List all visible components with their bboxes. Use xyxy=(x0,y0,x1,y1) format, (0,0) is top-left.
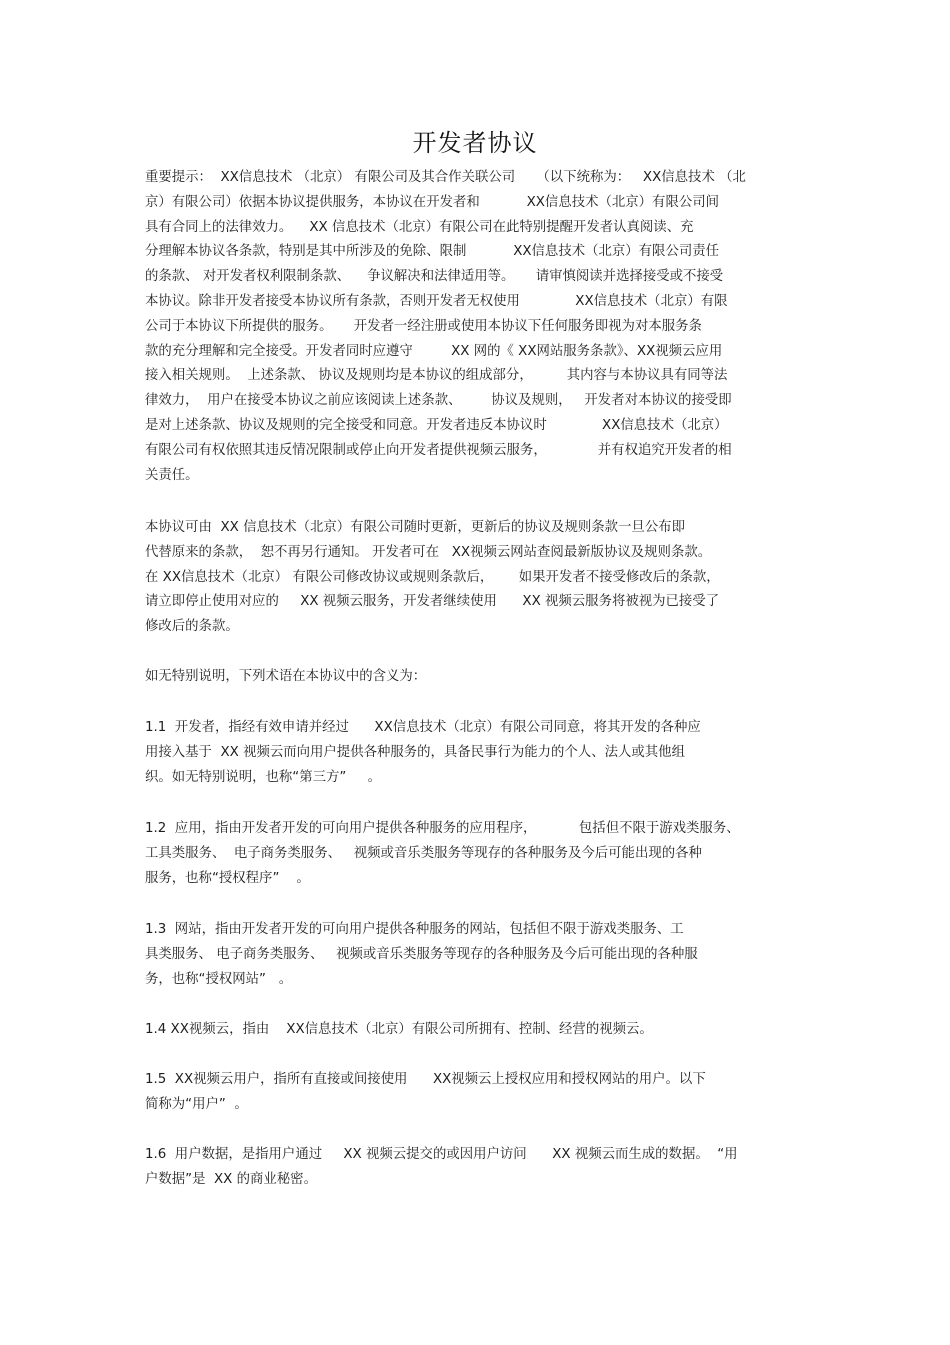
paragraph-9-line: 户数据”是 XX 的商业秘密。 xyxy=(145,1171,317,1187)
paragraph-1-line: 公司于本协议下所提供的服务。 开发者一经注册或使用本协议下任何服务即视为对本服务条 xyxy=(145,318,702,334)
paragraph-8-line: 简称为“用户” 。 xyxy=(145,1096,248,1112)
paragraph-1-line: 是对上述条款、协议及规则的完全接受和同意。开发者违反本协议时 XX信息技术（北京） xyxy=(145,418,728,433)
paragraph-6-line: 1.3 网站，指由开发者开发的可向用户提供各种服务的网站，包括但不限于游戏类服务、工 xyxy=(145,922,684,937)
page-title: 开发者协议 xyxy=(412,129,538,157)
paragraph-1-line: 律效力， 用户在接受本协议之前应该阅读上述条款、 协议及规则， 开发者对本协议的接受即 xyxy=(145,393,732,409)
paragraph-1-line: 本协议。除非开发者接受本协议所有条款，否则开发者无权使用 XX信息技术（北京）有限 xyxy=(145,294,728,309)
paragraph-4-line: 用接入基于 XX 视频云而向用户提供各种服务的，具备民事行为能力的个人、法人或其他组 xyxy=(145,744,685,760)
paragraph-1-line: 关责任。 xyxy=(145,467,199,483)
paragraph-1-line: 分理解本协议各条款，特别是其中所涉及的免除、限制 XX信息技术（北京）有限公司责任 xyxy=(145,244,720,260)
paragraph-2-line: 请立即停止使用对应的 XX 视频云服务，开发者继续使用 XX 视频云服务将被视为已接受了 xyxy=(145,594,720,610)
paragraph-5-line: 服务，也称“授权程序” 。 xyxy=(145,870,310,886)
paragraph-1-line: 接入相关规则。 上述条款、 协议及规则均是本协议的组成部分， 其内容与本协议具有同等法 xyxy=(145,368,728,384)
paragraph-5-line: 工具类服务、 电子商务类服务、 视频或音乐类服务等现存的各种服务及今后可能出现的各种 xyxy=(145,845,702,861)
paragraph-5-line: 1.2 应用，指由开发者开发的可向用户提供各种服务的应用程序， 包括但不限于游戏类服务、 xyxy=(145,821,740,836)
paragraph-1-line: 的条款、 对开发者权利限制条款、 争议解决和法律适用等。 请审慎阅读并选择接受或不接受 xyxy=(145,269,724,285)
paragraph-6-line: 具类服务、 电子商务类服务、 视频或音乐类服务等现存的各种服务及今后可能出现的各种服 xyxy=(145,946,698,962)
paragraph-1-line: 京）有限公司）依据本协议提供服务，本协议在开发者和 XX信息技术（北京）有限公司间 xyxy=(145,194,720,210)
paragraph-9-line: 1.6 用户数据，是指用户通过 XX 视频云提交的或因用户访问 XX 视频云而生成的数据。 “用 xyxy=(145,1147,738,1162)
paragraph-2-line: 本协议可由 XX 信息技术（北京）有限公司随时更新，更新后的协议及规则条款一旦公布即 xyxy=(145,520,685,535)
paragraph-1-line: 款的充分理解和完全接受。开发者同时应遵守 XX 网的《 XX网站服务条款》、XX视频云应用 xyxy=(145,343,723,359)
paragraph-8-line: 1.5 XX视频云用户，指所有直接或间接使用 XX视频云上授权应用和授权网站的用户。以下 xyxy=(145,1072,706,1087)
paragraph-4-line: 织。如无特别说明，也称“第三方” 。 xyxy=(145,769,382,785)
paragraph-4-line: 1.1 开发者，指经有效申请并经过 XX信息技术（北京）有限公司同意，将其开发的各种应 xyxy=(145,720,701,735)
paragraph-2-line: 修改后的条款。 xyxy=(145,619,239,635)
paragraph-7-line: 1.4 XX视频云，指由 XX信息技术（北京）有限公司所拥有、控制、经营的视频云。 xyxy=(145,1022,653,1037)
paragraph-1-line: 具有合同上的法律效力。 XX 信息技术（北京）有限公司在此特别提醒开发者认真阅读、充 xyxy=(145,219,694,235)
paragraph-3-line: 如无特别说明，下列术语在本协议中的含义为： xyxy=(145,669,427,684)
paragraph-2-line: 在 XX信息技术（北京） 有限公司修改协议或规则条款后， 如果开发者不接受修改后的条款， xyxy=(145,569,720,585)
paragraph-2-line: 代替原来的条款， 恕不再另行通知。 开发者可在 XX视频云网站查阅最新版协议及规则条款。 xyxy=(145,544,712,560)
paragraph-1-line: 重要提示： XX信息技术 （北京） 有限公司及其合作关联公司 （以下统称为： XX信息技术 （北 xyxy=(145,170,746,185)
paragraph-6-line: 务，也称“授权网站” 。 xyxy=(145,971,293,987)
paragraph-1-line: 有限公司有权依照其违反情况限制或停止向开发者提供视频云服务， 并有权追究开发者的相 xyxy=(145,442,732,458)
